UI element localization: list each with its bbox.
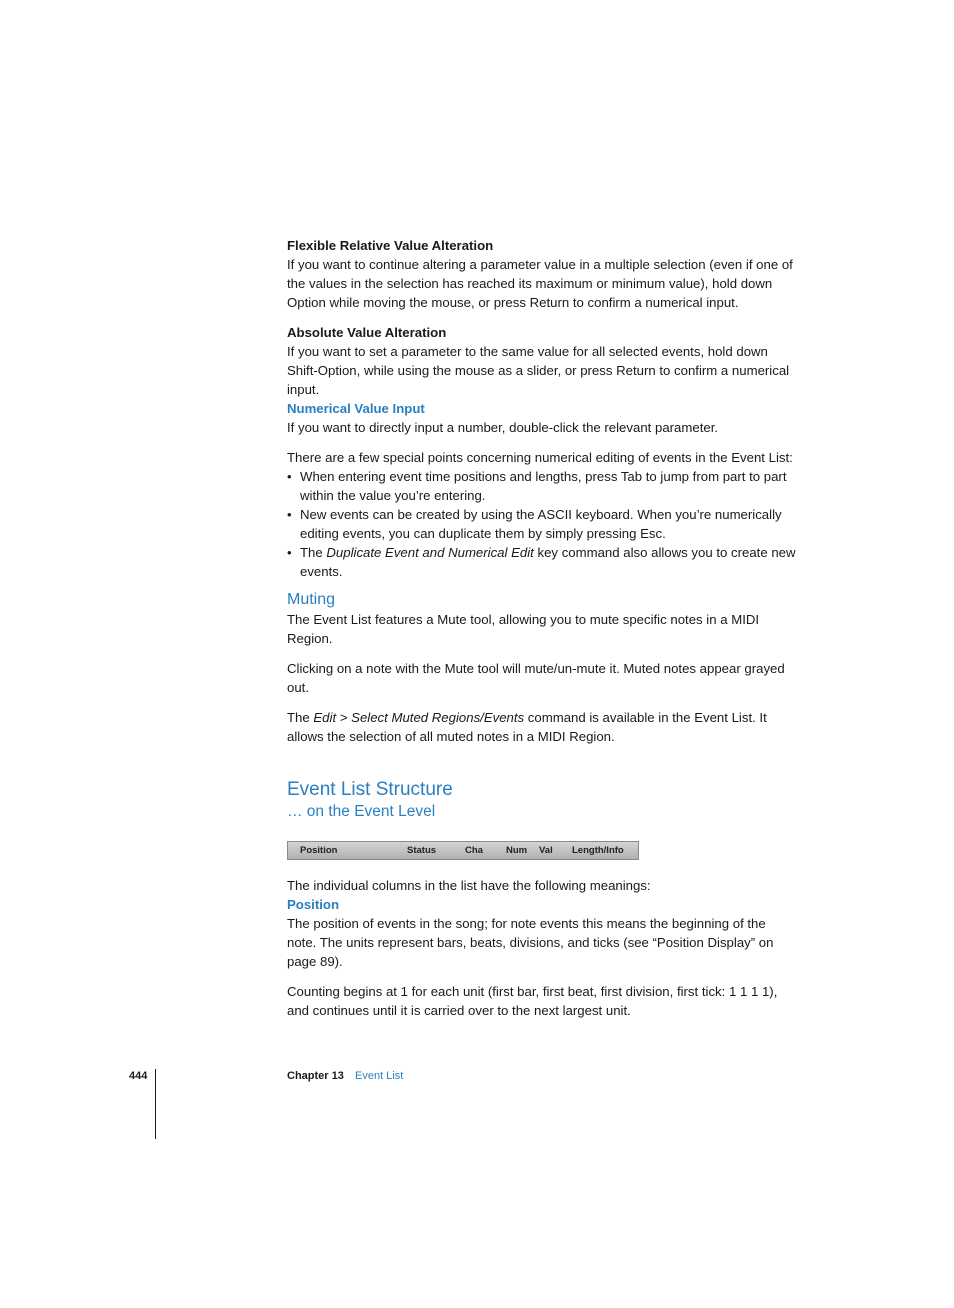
numerical-intro: There are a few special points concerning numerical editing of events in the Event List:	[287, 450, 793, 465]
position-p1: The position of events in the song; for note events this means the beginning of the note. The units represent bars, beats, divisions, and ticks (see “Position Display” on page 89).	[287, 916, 774, 969]
bullet3-post: key command also allows you to create new events.	[300, 545, 796, 579]
footer-chapter: Chapter 13	[287, 1070, 344, 1082]
footer-chapter-name: Event List	[355, 1070, 404, 1082]
muting-p3-italic: Edit > Select Muted Regions/Events	[313, 710, 525, 725]
column-position: Position	[300, 845, 338, 856]
muting-p3-pre: The	[287, 710, 314, 725]
numerical-heading: Numerical Value Input	[287, 401, 425, 416]
column-status: Status	[407, 845, 437, 856]
footer-rule	[155, 1069, 156, 1139]
numerical-bullet-list	[287, 467, 797, 581]
bullet3-pre: The	[300, 545, 327, 560]
column-cha: Cha	[465, 845, 483, 856]
column-length-info: Length/Info	[572, 845, 624, 856]
flex-body: If you want to continue altering a parameter value in a multiple selection (even if one of the values in the selection has reached its maximum or minimum value), hold down Option while moving the mouse, or press Return to confirm a numerical input.	[287, 257, 793, 310]
absolute-heading: Absolute Value Alteration	[287, 325, 447, 340]
position-p2: Counting begins at 1 for each unit (first bar, first beat, first division, first tick: 1 1 1 1), and continues until it is carried over to the next largest unit.	[287, 984, 778, 1018]
position-heading: Position	[287, 897, 340, 912]
muting-p3	[287, 708, 797, 746]
event-list-header-bar	[287, 841, 639, 860]
column-num: Num	[506, 845, 528, 856]
list-item	[287, 543, 797, 581]
numerical-body: If you want to directly input a number, double-click the relevant parameter.	[287, 420, 719, 435]
structure-subtitle: … on the Event Level	[287, 803, 436, 820]
muting-p2: Clicking on a note with the Mute tool will mute/un-mute it. Muted notes appear grayed out.	[287, 661, 785, 695]
muting-p1: The Event List features a Mute tool, allowing you to mute specific notes in a MIDI Region.	[287, 612, 760, 646]
bullet3-italic: Duplicate Event and Numerical Edit	[326, 545, 534, 560]
page-number: 444	[129, 1070, 148, 1082]
absolute-body: If you want to set a parameter to the same value for all selected events, hold down Shift-Option, while using the mouse as a slider, or press Return to confirm a numerical input.	[287, 344, 790, 397]
column-val: Val	[539, 845, 553, 856]
flex-heading: Flexible Relative Value Alteration	[287, 238, 494, 253]
muting-heading: Muting	[287, 591, 336, 608]
list-item: • New events can be created by using the ASCII keyboard. When you’re numerically editing events, you can duplicate them by simply pressing Esc.	[287, 505, 797, 543]
structure-intro: The individual columns in the list have the following meanings:	[287, 878, 651, 893]
muting-p3-post: command is available in the Event List. It allows the selection of all muted notes in a MIDI Region.	[287, 710, 767, 744]
structure-title: Event List Structure	[287, 779, 453, 800]
page-content	[287, 236, 797, 1020]
list-item: • When entering event time positions and lengths, press Tab to jump from part to part within the value you’re entering.	[287, 467, 797, 505]
